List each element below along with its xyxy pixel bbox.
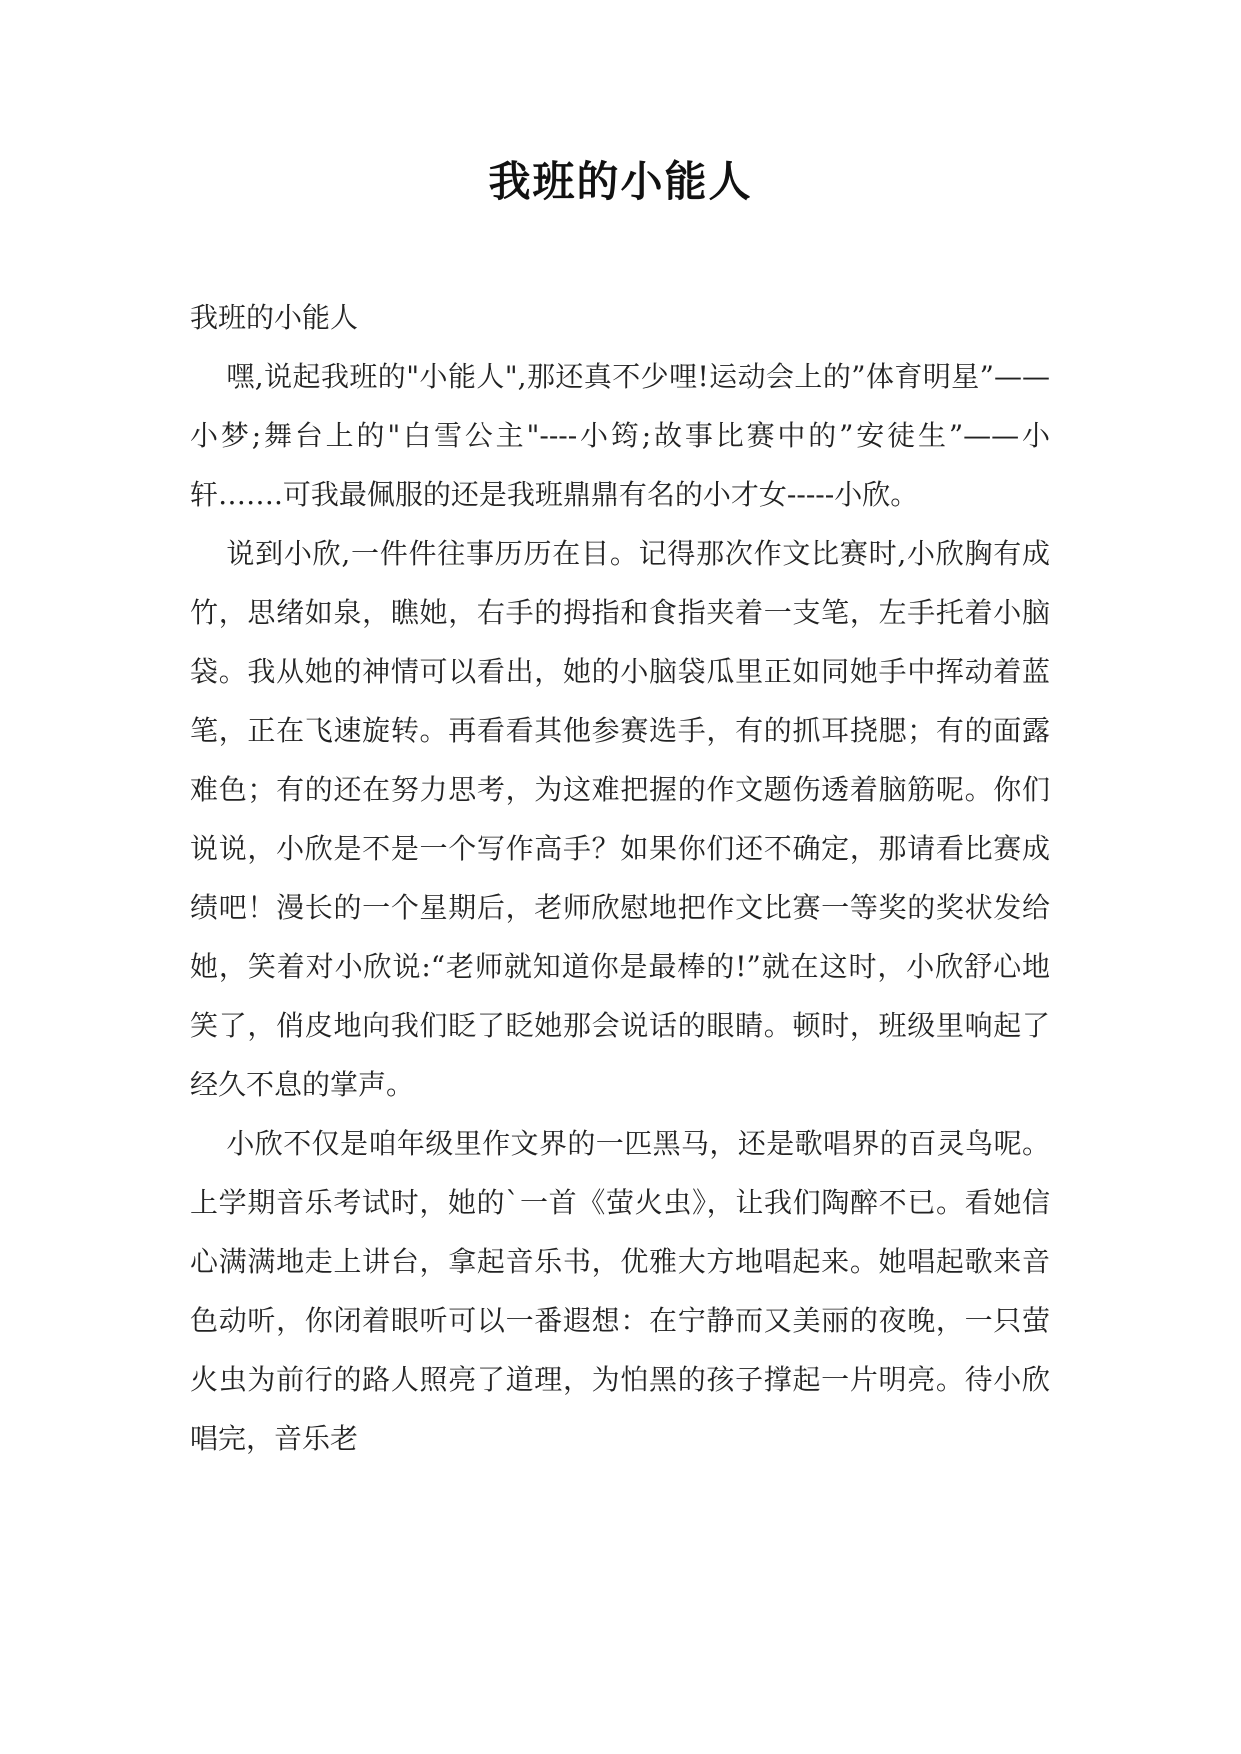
document-title: 我班的小能人 (488, 157, 753, 206)
paragraph-subtitle: 我班的小能人 (190, 301, 359, 334)
paragraph: 小欣不仅是咱年级里作文界的一匹黑马，还是歌唱界的百灵鸟呢。上学期音乐考试时，她的`一首《萤火虫》，让我们陶醉不已。看她信心满满地走上讲台，拿起音乐书，优雅大方地唱起来。她唱起歌来音色动听，你闭着眼听可以一番遐想：在宁静而又美丽的夜晚，一只萤火虫为前行的路人照亮了道理，为怕黑的孩子撑起一片明亮。待小欣唱完，音乐老 (190, 1127, 1050, 1455)
paragraph: 嘿,说起我班的"小能人",那还真不少哩!运动会上的”体育明星”——小梦;舞台上的"白雪公主"----小筠;故事比赛中的”安徒生”——小轩…….可我最佩服的还是我班鼎鼎有名的小才女-----小欣。 (190, 360, 1050, 511)
paragraph: 说到小欣,一件件往事历历在目。记得那次作文比赛时,小欣胸有成竹，思绪如泉，瞧她，右手的拇指和食指夹着一支笔，左手托着小脑袋。我从她的神情可以看出，她的小脑袋瓜里正如同她手中挥动着蓝笔，正在飞速旋转。再看看其他参赛选手，有的抓耳挠腮；有的面露难色；有的还在努力思考，为这难把握的作文题伤透着脑筋呢。你们说说，小欣是不是一个写作高手？如果你们还不确定，那请看比赛成绩吧！漫长的一个星期后，老师欣慰地把作文比赛一等奖的奖状发给她，笑着对小欣说:“老师就知道你是最棒的!”就在这时，小欣舒心地笑了，俏皮地向我们眨了眨她那会说话的眼睛。顿时，班级里响起了经久不息的掌声。 (190, 537, 1050, 1101)
document-body (190, 288, 1050, 1468)
